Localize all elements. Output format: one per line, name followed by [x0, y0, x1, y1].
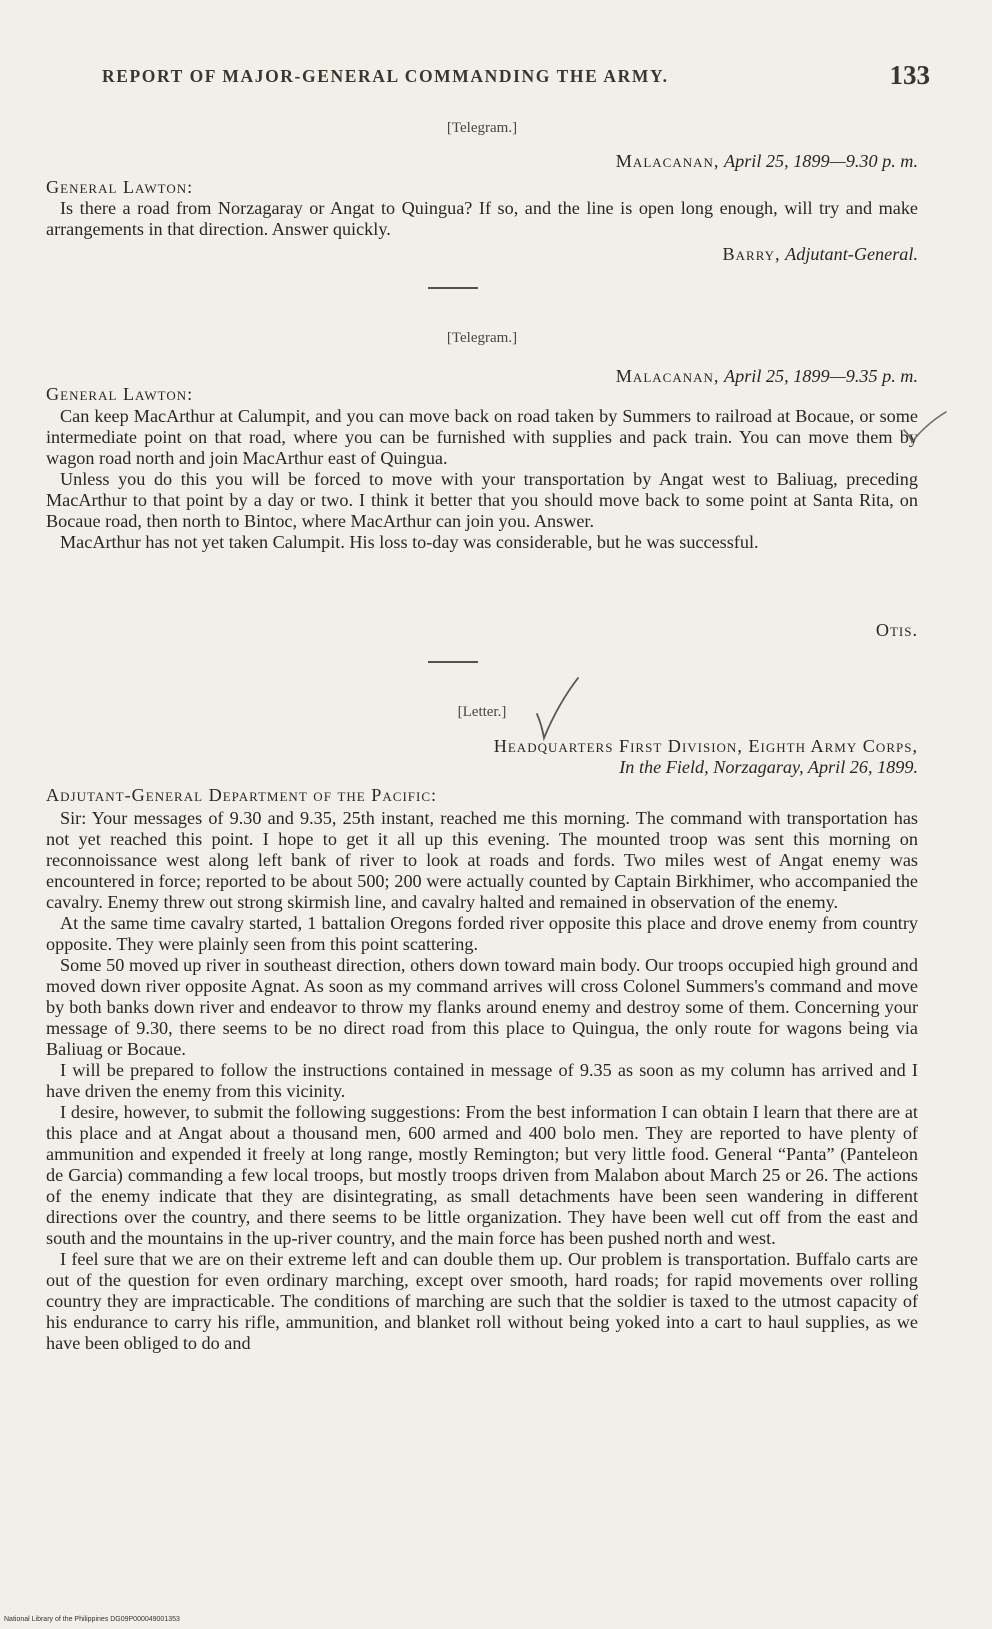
- telegram-1-paragraph: Is there a road from Norzagaray or Angat to Quingua? If so, and the line is open long enough, will try and make arrangements in that direction. Answer quickly.: [46, 198, 918, 239]
- divider: [428, 661, 478, 663]
- telegram-1-body: [46, 198, 918, 240]
- letter-tag: [Letter.]: [457, 704, 507, 720]
- running-head: [102, 60, 930, 90]
- telegram-1-signer-title: Adjutant-General.: [785, 244, 918, 264]
- divider: [428, 287, 478, 289]
- telegram-1-tag: [Telegram.]: [446, 120, 518, 136]
- telegram-2-paragraph: Can keep MacArthur at Calumpit, and you can move back on road taken by Summers to railroad at Bocaue, or some intermediate point on that road, where you can be furnished with supplies and pack train. You can move them by wagon road north and join MacArthur east of Quingua.: [46, 406, 918, 468]
- letter-body: [46, 808, 918, 1354]
- telegram-2-signature: Otis.: [875, 620, 918, 640]
- letter-paragraph: Sir: Your messages of 9.30 and 9.35, 25th instant, reached me this morning. The command with transportation has not yet reached this point. I hope to get it all up this evening. The mounted troop was sent this morning on reconnoissance west along left bank of river to look at roads and fords. Two miles west of Angat enemy was encountered in force; reported to be about 500; 200 were actually counted by Captain Birkhimer, who accompanied the cavalry. Enemy threw out strong skirmish line, and cavalry halted and remained in observation of the enemy.: [46, 808, 918, 912]
- letter-addressee: Adjutant-General Department of the Pacific:: [46, 785, 438, 805]
- letter-heading: Headquarters First Division, Eighth Army Corps,: [493, 736, 918, 756]
- footer-scan-credit: National Library of the Philippines DG09P000049001353: [4, 1616, 180, 1623]
- telegram-2-paragraph: MacArthur has not yet taken Calumpit. His loss to-day was considerable, but he was successful.: [60, 532, 759, 552]
- letter-place-date: In the Field, Norzagaray, April 26, 1899.: [619, 757, 918, 777]
- telegram-2-paragraph: Unless you do this you will be forced to move with your transportation by Angat west to Baliuag, preceding MacArthur to that point by a day or two. I think it better that you should move back to some point at Santa Rita, on Bocaue road, then north to Bintoc, where MacArthur can join you. Answer.: [46, 469, 918, 531]
- letter-paragraph: I will be prepared to follow the instructions contained in message of 9.35 as soon as my column has arrived and I have driven the enemy from this vicinity.: [46, 1060, 918, 1101]
- letter-paragraph: I feel sure that we are on their extreme left and can double them up. Our problem is transportation. Buffalo carts are out of the question for even ordinary marching, except over smooth, hard roads; for rapid movements over rolling country they are impracticable. The conditions of marching are such that the soldier is taxed to the utmost capacity of his endurance to carry his rifle, ammunition, and blanket roll without being yoked into a cart to haul supplies, as we have been obliged to do and: [46, 1249, 918, 1353]
- telegram-1-place: Malacanan,: [615, 151, 720, 171]
- telegram-1-dateline: [46, 151, 944, 172]
- telegram-2-body: [46, 406, 918, 553]
- checkmark-icon: [900, 408, 950, 448]
- telegram-2-salutation: General Lawton:: [46, 384, 194, 404]
- letter-paragraph: I desire, however, to submit the following suggestions: From the best information I can obtain I learn that there are at this place and at Angat about a thousand men, 600 armed and 400 bolo men. They are reported to have plenty of ammunition and expended it freely at long range, mostly Remington; but very little food. General “Panta” (Panteleon de Garcia) commanding a few local troops, but mostly troops driven from Malabon about March 25 or 26. The actions of the enemy indicate that they are disintegrating, as small detachments have been seen wandering in different directions over the country, and there seems to be little organization. They have been well cut off from the east and south and the mountains in the up-river country, and the main force has been pushed north and west.: [46, 1102, 918, 1248]
- letter-paragraph: Some 50 moved up river in southeast direction, others down toward main body. Our troops occupied high ground and moved down river opposite Agnat. As soon as my command arrives will cross Colonel Summers's command and move by both banks down river and endeavor to throw my flanks around enemy and destroy some of them. Concerning your message of 9.30, there seems to be no direct road from this place to Quingua, the only route for wagons being via Baliuag or Bocaue.: [46, 955, 918, 1059]
- telegram-1-date: April 25, 1899—9.30 p. m.: [723, 151, 918, 171]
- telegram-2-place: Malacanan,: [615, 366, 720, 386]
- telegram-1-signature: [46, 244, 944, 265]
- letter-paragraph: At the same time cavalry started, 1 battalion Oregons forded river opposite this place and drove enemy from country opposite. They were plainly seen from this point scattering.: [46, 913, 918, 954]
- telegram-1-signer: Barry,: [722, 244, 781, 264]
- running-head-title: REPORT OF MAJOR-GENERAL COMMANDING THE ARMY.: [102, 66, 669, 86]
- page-number: 133: [889, 60, 930, 90]
- telegram-2-tag: [Telegram.]: [446, 330, 518, 346]
- telegram-1-salutation: General Lawton:: [46, 177, 194, 197]
- checkmark-icon: [534, 674, 584, 744]
- telegram-2-date: April 25, 1899—9.35 p. m.: [723, 366, 918, 386]
